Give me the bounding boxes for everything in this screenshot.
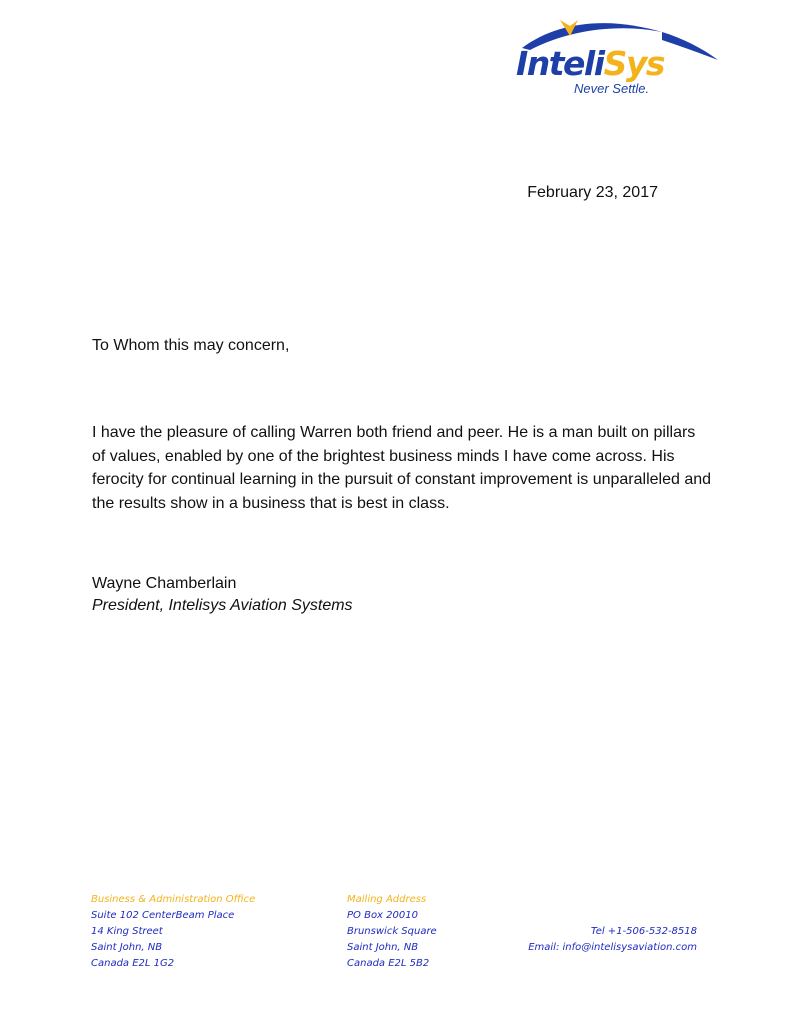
- business-address-line: Canada E2L 1G2: [91, 958, 175, 969]
- logo-word-part1: Inteli: [516, 44, 604, 83]
- footer-mailing-address: [347, 892, 437, 972]
- letter-date: February 23, 2017: [527, 184, 658, 201]
- mailing-address-heading: Mailing Address: [347, 894, 427, 905]
- footer-contact: [528, 924, 697, 956]
- logo-wordmark: [516, 44, 664, 84]
- signer-name: Wayne Chamberlain: [92, 575, 237, 592]
- footer-business-address: [91, 892, 255, 972]
- business-office-heading: Business & Administration Office: [91, 894, 256, 905]
- mailing-address-line: Brunswick Square: [347, 926, 437, 937]
- logo-tagline: Never Settle.: [574, 81, 650, 96]
- contact-email: Email: info@intelisysaviation.com: [528, 942, 697, 953]
- letter-body: I have the pleasure of calling Warren both friend and peer. He is a man built on pillars of values, enabled by one of the brightest business minds I have come across. His ferocity for continual learning in the pursuit of constant improvement is unparalleled and the results show in a business that is best in class.: [92, 424, 712, 512]
- signer-title: President, Intelisys Aviation Systems: [92, 597, 353, 614]
- business-address-line: Suite 102 CenterBeam Place: [91, 910, 235, 921]
- logo-word-part2: Sys: [603, 44, 664, 83]
- business-address-line: 14 King Street: [91, 926, 163, 937]
- contact-phone: Tel +1-506-532-8518: [590, 926, 697, 937]
- mailing-address-line: Canada E2L 5B2: [347, 958, 430, 969]
- salutation: To Whom this may concern,: [92, 337, 290, 354]
- mailing-address-line: PO Box 20010: [347, 910, 418, 921]
- business-address-line: Saint John, NB: [91, 942, 163, 953]
- company-logo: [512, 14, 722, 104]
- mailing-address-line: Saint John, NB: [347, 942, 419, 953]
